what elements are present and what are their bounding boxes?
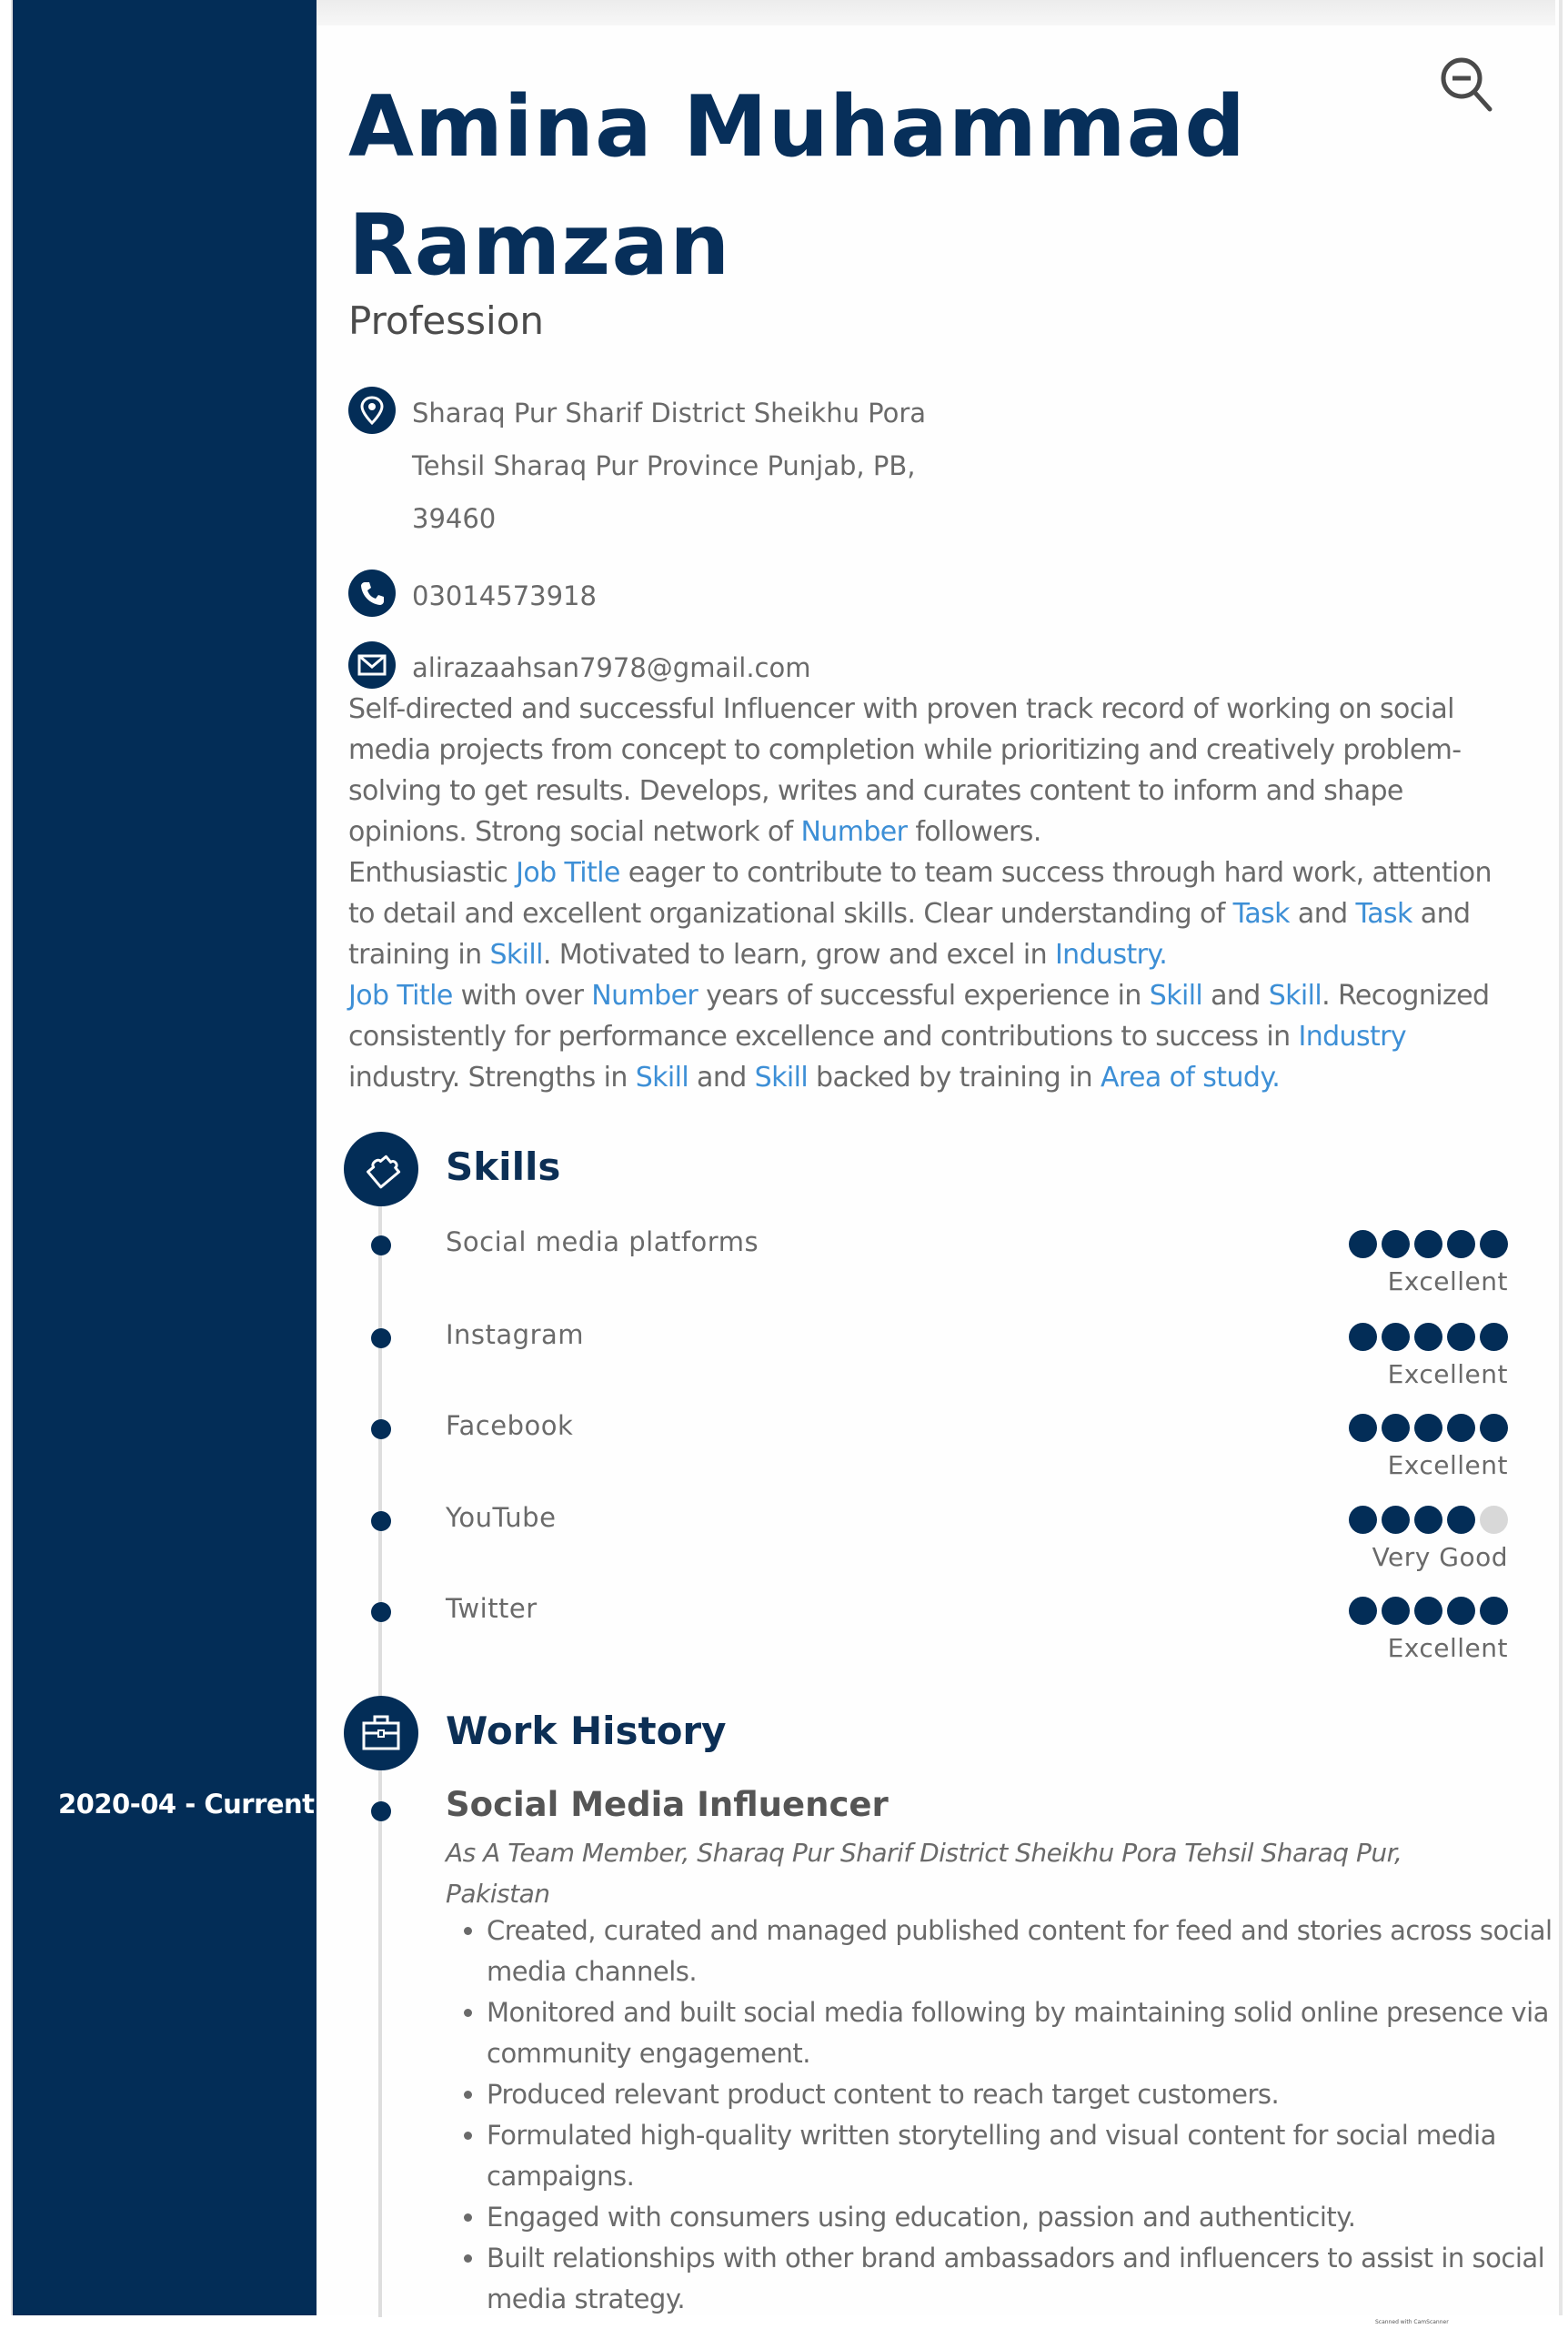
level-dot-filled — [1349, 1597, 1377, 1625]
skill-label: Social media platforms — [446, 1226, 759, 1257]
puzzle-piece-icon — [344, 1132, 418, 1206]
level-dot-filled — [1414, 1597, 1442, 1625]
summary-text: . Recognized consistently for performance excellence and contributions to success in — [348, 980, 1490, 1053]
summary-paragraph-3 — [348, 975, 1517, 1098]
placeholder-highlight: Skill — [1149, 980, 1203, 1012]
level-dot-filled — [1480, 1323, 1508, 1351]
level-dot-filled — [1414, 1414, 1442, 1442]
level-dot-filled — [1382, 1597, 1410, 1625]
skill-item — [364, 1593, 1519, 1675]
level-dot-filled — [1349, 1230, 1377, 1258]
responsibility-item: • Produced relevant product content to reach target customers. — [487, 2074, 1560, 2115]
placeholder-highlight: Task — [1355, 898, 1412, 930]
level-dot-empty — [1480, 1506, 1508, 1534]
placeholder-highlight: Industry — [1298, 1021, 1407, 1053]
candidate-name — [348, 67, 1440, 304]
summary-text: Self-directed and successful Influencer with proven track record of working on social media projects from concept to completion while prioritizing and creatively problem-solving to get results. Develops, writes and curates content to inform and shape opinions. Strong social network of — [348, 693, 1462, 848]
job-employer-location: As A Team Member, Sharaq Pur Sharif District Sheikhu Pora Tehsil Sharaq Pur, Pakistan — [446, 1838, 1402, 1909]
timeline-bullet — [371, 1602, 391, 1622]
summary-paragraph-1 — [348, 689, 1517, 852]
summary-text: and training in — [348, 898, 1471, 971]
placeholder-highlight: Skill — [754, 1062, 809, 1094]
level-dot-filled — [1414, 1506, 1442, 1534]
skill-rating: Very Good — [1372, 1542, 1508, 1572]
name-line-1: Amina Muhammad — [348, 77, 1246, 176]
work-history-heading: Work History — [446, 1709, 727, 1753]
summary-text: . Motivated to learn, grow and excel in — [542, 939, 1055, 971]
placeholder-highlight: Area of study. — [1101, 1062, 1281, 1094]
phone-icon — [348, 570, 396, 617]
top-toolbar-band — [317, 0, 1555, 25]
level-dot-filled — [1480, 1230, 1508, 1258]
job-title: Social Media Influencer — [446, 1785, 889, 1824]
summary-text: with over — [452, 980, 592, 1012]
email-text: alirazaahsan7978@gmail.com — [412, 652, 811, 683]
placeholder-highlight: Task — [1232, 898, 1290, 930]
level-dot-filled — [1480, 1597, 1508, 1625]
phone-text: 03014573918 — [412, 580, 597, 611]
skill-level-dots — [1349, 1506, 1508, 1534]
timeline-bullet — [371, 1235, 391, 1255]
skill-label: Instagram — [446, 1319, 585, 1350]
level-dot-filled — [1480, 1414, 1508, 1442]
name-line-2: Ramzan — [348, 196, 731, 294]
level-dot-filled — [1382, 1323, 1410, 1351]
skills-heading: Skills — [446, 1144, 561, 1189]
contact-email — [348, 641, 810, 694]
level-dot-filled — [1414, 1230, 1442, 1258]
contact-phone — [348, 570, 597, 622]
summary-text: years of successful experience in — [698, 980, 1150, 1012]
responsibility-item: • Engaged with consumers using education, passion and authenticity. — [487, 2197, 1560, 2238]
skill-item — [364, 1226, 1519, 1308]
summary-text: and — [689, 1062, 755, 1094]
level-dot-filled — [1349, 1323, 1377, 1351]
level-dot-filled — [1349, 1414, 1377, 1442]
summary-text: and — [1289, 898, 1356, 930]
responsibility-item: • Built relationships with other brand ambassadors and influencers to assist in social media strategy. — [487, 2238, 1560, 2320]
summary-text: followers. — [907, 816, 1041, 848]
placeholder-highlight: Job Title — [348, 980, 453, 1012]
placeholder-highlight: Skill — [635, 1062, 689, 1094]
level-dot-filled — [1447, 1323, 1475, 1351]
summary-text: and — [1202, 980, 1269, 1012]
profession: Profession — [348, 298, 545, 343]
job-responsibilities — [446, 1911, 1560, 2320]
responsibility-item: • Formulated high-quality written storytelling and visual content for social media campaigns. — [487, 2115, 1560, 2197]
summary-text: industry. Strengths in — [348, 1062, 636, 1094]
skill-label: YouTube — [446, 1502, 557, 1533]
skill-rating: Excellent — [1387, 1450, 1508, 1480]
skill-label: Facebook — [446, 1410, 574, 1441]
level-dot-filled — [1382, 1414, 1410, 1442]
scanner-watermark: Scanned with CamScanner — [1375, 2319, 1449, 2325]
placeholder-highlight: Job Title — [516, 857, 620, 889]
skill-level-dots — [1349, 1414, 1508, 1442]
skill-rating: Excellent — [1387, 1359, 1508, 1389]
skill-rating: Excellent — [1387, 1633, 1508, 1663]
skill-item — [364, 1502, 1519, 1584]
zoom-out-button[interactable] — [1435, 53, 1499, 116]
level-dot-filled — [1414, 1323, 1442, 1351]
placeholder-highlight: Skill — [1268, 980, 1322, 1012]
contact-address — [348, 387, 926, 545]
skill-item — [364, 1319, 1519, 1401]
skill-level-dots — [1349, 1323, 1508, 1351]
skill-item — [364, 1410, 1519, 1492]
skill-level-dots — [1349, 1597, 1508, 1625]
level-dot-filled — [1447, 1506, 1475, 1534]
timeline-bullet — [371, 1511, 391, 1531]
timeline-bullet — [371, 1419, 391, 1439]
level-dot-filled — [1382, 1230, 1410, 1258]
briefcase-icon — [344, 1696, 418, 1770]
placeholder-highlight: Number — [591, 980, 699, 1012]
skill-level-dots — [1349, 1230, 1508, 1258]
job-dates: 2020-04 - Current — [58, 1789, 315, 1820]
placeholder-highlight: Industry. — [1054, 939, 1168, 971]
skill-label: Twitter — [446, 1593, 538, 1624]
timeline-bullet — [371, 1801, 391, 1821]
level-dot-filled — [1447, 1597, 1475, 1625]
sidebar — [13, 0, 317, 2315]
level-dot-filled — [1349, 1506, 1377, 1534]
summary-text: Enthusiastic — [348, 857, 517, 889]
address-text: Sharaq Pur Sharif District Sheikhu Pora Tehsil Sharaq Pur Province Punjab, PB, 39460 — [412, 398, 927, 534]
level-dot-filled — [1447, 1230, 1475, 1258]
responsibility-item: • Monitored and built social media following by maintaining solid online presence via community engagement. — [487, 1992, 1560, 2074]
level-dot-filled — [1382, 1506, 1410, 1534]
professional-summary — [348, 689, 1517, 1098]
summary-text: eager to contribute to team success through hard work, attention to detail and excellent organizational skills. Clear understanding of — [348, 857, 1492, 930]
location-pin-icon — [348, 387, 396, 434]
placeholder-highlight: Skill — [489, 939, 543, 971]
summary-paragraph-2 — [348, 852, 1517, 975]
timeline-bullet — [371, 1328, 391, 1348]
envelope-icon — [348, 641, 396, 689]
level-dot-filled — [1447, 1414, 1475, 1442]
placeholder-highlight: Number — [800, 816, 908, 848]
zoom-out-icon — [1435, 53, 1499, 116]
summary-text: backed by training in — [808, 1062, 1101, 1094]
skill-rating: Excellent — [1387, 1266, 1508, 1296]
responsibility-item: • Created, curated and managed published content for feed and stories across social media channels. — [487, 1911, 1560, 1992]
